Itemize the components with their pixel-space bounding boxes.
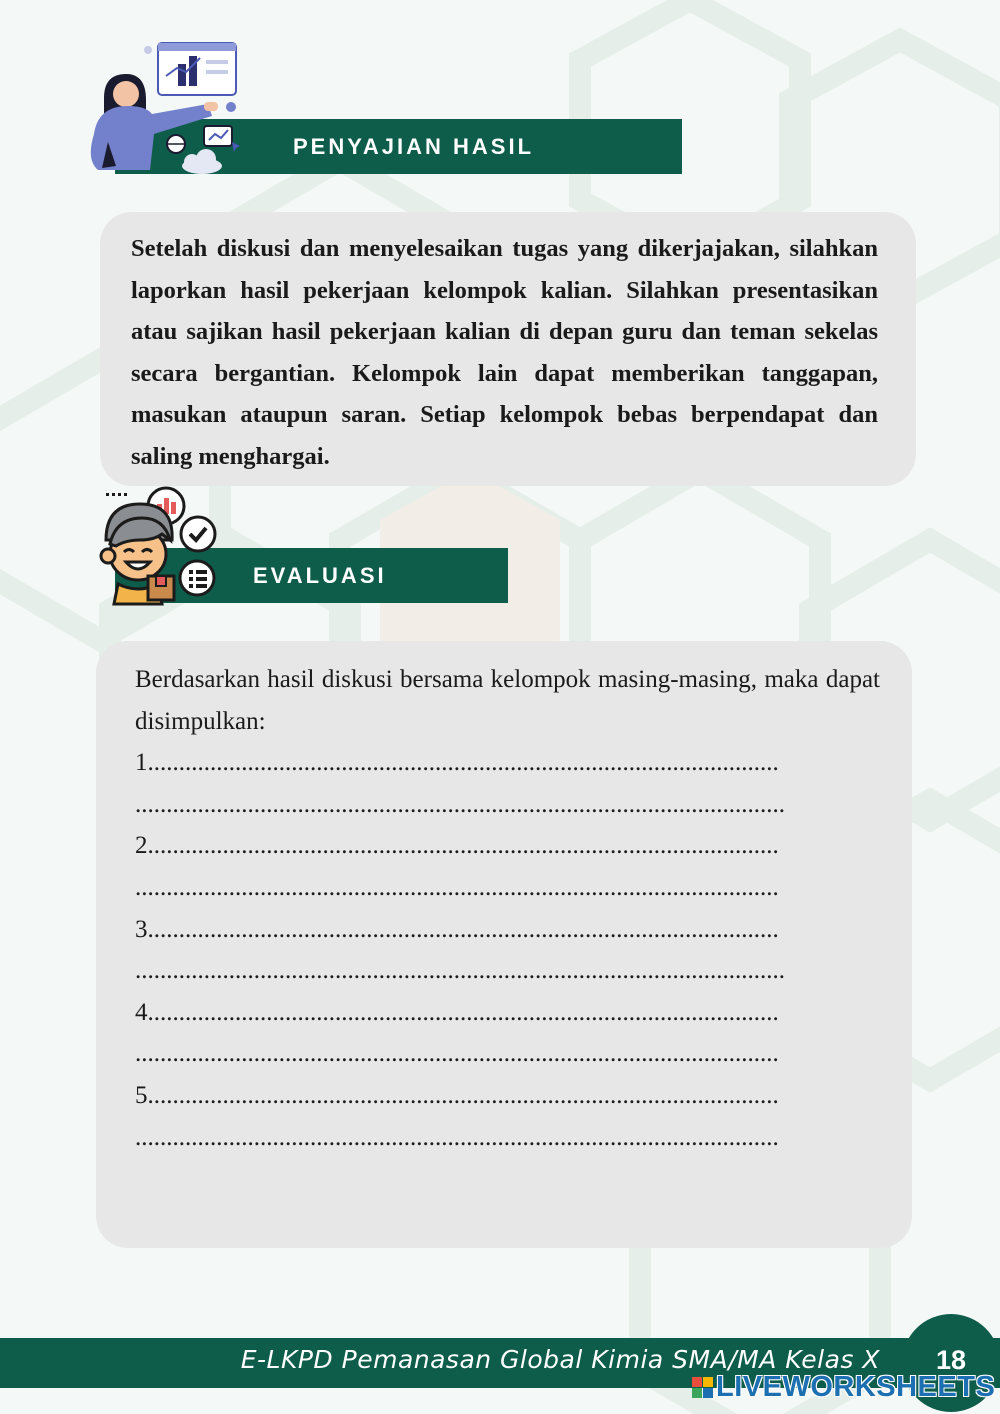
answer-line-5-cont[interactable]: ....................................................................................................... [135,1123,779,1151]
answer-line-3[interactable]: 3..................................................................................................... [135,915,779,943]
answer-line-4-cont[interactable]: ....................................................................................................... [135,1040,779,1068]
footer-title: E-LKPD Pemanasan Global Kimia SMA/MA Kelas X [240,1345,880,1374]
penyajian-hasil-card [100,212,916,486]
page-number: 18 [935,1344,967,1375]
answer-line-5[interactable]: 5..................................................................................................... [135,1081,779,1109]
evaluasi-intro: Berdasarkan hasil diskusi bersama kelompok masing-masing, maka dapat disimpulkan: [135,666,880,735]
answer-lines [135,742,880,1158]
watermark-text: LIVEWORKSHEETS [716,1371,996,1403]
presenter-woman-chart-icon [82,38,252,178]
answer-line-4[interactable]: 4..................................................................................................... [135,998,779,1026]
liveworksheets-logo-icon [692,1377,713,1398]
liveworksheets-watermark [692,1371,995,1404]
student-checklist-icon [96,478,224,606]
answer-line-1-cont[interactable]: ........................................................................................................ [135,790,785,818]
section-title-text: EVALUASI [253,562,387,588]
answer-line-2[interactable]: 2..................................................................................................... [135,832,779,860]
answer-line-2-cont[interactable]: ....................................................................................................... [135,873,779,901]
evaluasi-card [96,641,912,1248]
penyajian-hasil-instructions: Setelah diskusi dan menyelesaikan tugas yang dikerjajakan, silahkan laporkan hasil pekerjaan kelompok kalian. Silahkan presentasikan atau sajikan hasil pekerjaan kalian di depan guru dan teman sekelas secara bergantian. Kelompok lain dapat memberikan tanggapan, masukan ataupun saran. Setiap kelompok bebas berpendapat dan saling menghargai. [131,235,878,470]
answer-line-3-cont[interactable]: ........................................................................................................ [135,957,785,985]
answer-line-1[interactable]: 1..................................................................................................... [135,749,779,777]
section-title-text: PENYAJIAN HASIL [293,133,535,159]
